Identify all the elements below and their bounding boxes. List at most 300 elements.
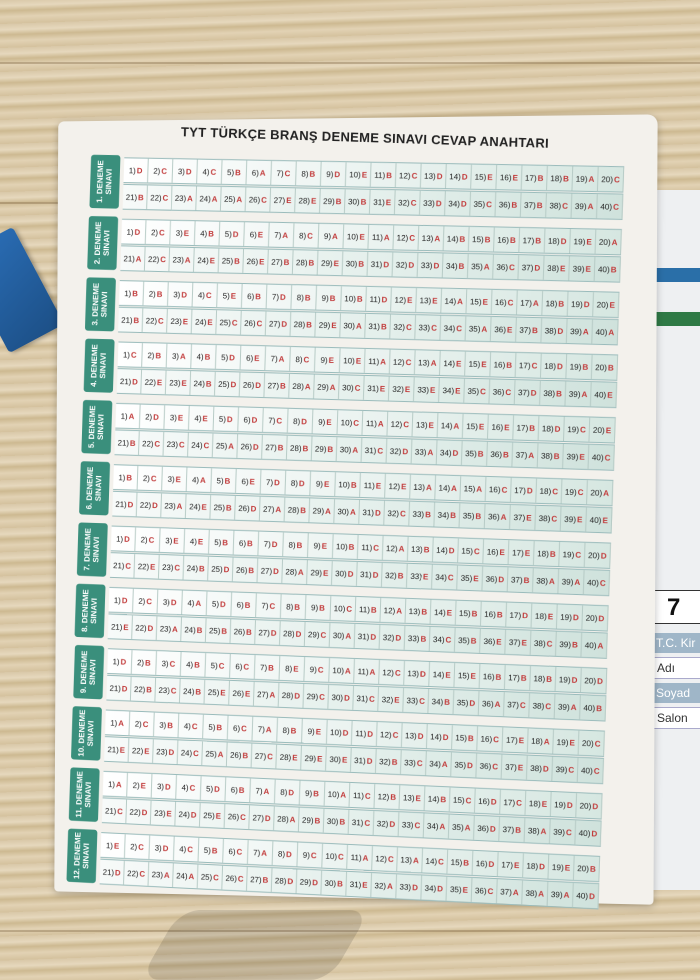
answer-cell xyxy=(538,416,564,441)
answer-cell xyxy=(535,506,561,531)
answer-cell xyxy=(556,632,582,657)
question-number: 38) xyxy=(532,700,545,711)
answer-cell xyxy=(237,434,263,459)
question-number: 21) xyxy=(123,253,136,264)
answer-cell xyxy=(394,225,420,250)
question-number: 19) xyxy=(575,174,588,184)
answer-letter: A xyxy=(265,724,272,734)
answer-cell xyxy=(515,353,541,378)
question-number: 10) xyxy=(344,293,357,304)
answer-cell xyxy=(476,753,502,778)
answer-letter: C xyxy=(138,842,145,852)
answer-cell xyxy=(170,221,195,245)
answer-letter: D xyxy=(171,597,178,607)
answer-cell xyxy=(125,834,150,859)
answer-cell xyxy=(110,553,135,578)
question-number: 23) xyxy=(154,808,166,818)
question-number: 36) xyxy=(481,698,494,709)
question-number: 2) xyxy=(151,227,159,237)
answer-letter: B xyxy=(497,609,504,620)
answer-cell xyxy=(322,844,348,869)
exam-tab xyxy=(83,339,114,393)
answer-letter: D xyxy=(226,414,233,424)
question-number: 21) xyxy=(115,499,127,509)
answer-letter: E xyxy=(514,860,520,870)
answer-cell xyxy=(302,719,328,744)
question-number: 13) xyxy=(404,730,417,741)
answer-cell xyxy=(342,286,368,311)
answer-letter: C xyxy=(577,487,584,497)
answer-letter: D xyxy=(598,613,605,623)
answer-letter: E xyxy=(487,172,493,182)
question-number: 12) xyxy=(390,419,403,429)
question-number: 34) xyxy=(426,821,439,831)
question-number: 2) xyxy=(142,473,151,483)
answer-cell xyxy=(396,874,422,899)
answer-letter: B xyxy=(337,878,344,889)
question-number: 39) xyxy=(550,889,563,900)
answer-cell xyxy=(355,624,381,649)
question-number: 15) xyxy=(470,296,483,307)
answer-letter: A xyxy=(583,326,590,337)
answer-cell xyxy=(229,681,254,706)
answer-cell xyxy=(466,316,492,341)
answer-cell xyxy=(468,254,494,279)
question-number: 29) xyxy=(321,258,333,268)
answer-letter: C xyxy=(491,761,499,771)
question-number: 39) xyxy=(568,389,581,399)
answer-letter: D xyxy=(566,800,573,810)
question-number: 2) xyxy=(138,596,146,606)
question-number: 14) xyxy=(425,856,438,866)
question-number: 23) xyxy=(151,869,164,880)
answer-cell xyxy=(447,877,473,902)
answer-cell xyxy=(264,373,290,398)
answer-cell xyxy=(383,536,409,561)
answer-cell xyxy=(269,223,295,247)
answer-cell xyxy=(551,792,577,817)
answer-letter: A xyxy=(324,506,332,516)
answer-letter: C xyxy=(240,812,247,822)
answer-letter: A xyxy=(187,193,194,203)
answer-cell xyxy=(501,754,527,779)
answer-cell xyxy=(182,617,207,642)
question-number: 21) xyxy=(125,192,138,202)
answer-letter: B xyxy=(532,325,539,335)
question-number: 9) xyxy=(326,169,334,179)
question-number: 35) xyxy=(456,697,469,708)
answer-cell xyxy=(573,883,599,908)
answer-cell xyxy=(403,688,429,713)
answer-letter: D xyxy=(147,623,154,633)
answer-letter: B xyxy=(381,321,388,331)
question-number: 32) xyxy=(391,384,404,394)
answer-letter: D xyxy=(488,859,495,869)
question-number: 18) xyxy=(547,236,561,246)
answer-letter: C xyxy=(447,572,455,582)
answer-cell xyxy=(230,654,256,679)
answer-letter: B xyxy=(242,750,249,760)
question-number: 6) xyxy=(245,353,253,363)
question-number: 6) xyxy=(249,229,258,239)
question-number: 13) xyxy=(413,482,426,492)
question-number: 16) xyxy=(497,235,510,245)
question-number: 33) xyxy=(418,322,431,333)
question-number: 9) xyxy=(307,726,315,736)
question-number: 8) xyxy=(290,478,299,488)
question-number: 13) xyxy=(415,419,428,430)
answer-cell xyxy=(334,499,360,524)
question-number: 37) xyxy=(510,574,523,585)
answer-cell xyxy=(363,376,389,401)
answer-letter: C xyxy=(565,827,573,837)
answer-letter: C xyxy=(150,473,157,483)
answer-cell xyxy=(372,846,398,871)
answer-letter: C xyxy=(594,738,601,749)
answer-letter: E xyxy=(462,885,469,895)
surname-field-label: Soyad xyxy=(652,683,700,703)
question-number: 10) xyxy=(334,603,346,614)
question-number: 3) xyxy=(175,228,184,238)
answer-letter: C xyxy=(516,797,523,808)
answer-letter: D xyxy=(374,507,381,518)
answer-letter: A xyxy=(481,324,488,334)
question-number: 37) xyxy=(519,325,532,335)
answer-letter: D xyxy=(300,416,307,426)
answer-cell xyxy=(147,185,172,209)
answer-letter: E xyxy=(393,695,400,705)
question-number: 17) xyxy=(501,859,514,870)
answer-cell xyxy=(282,559,308,584)
answer-letter: A xyxy=(580,389,588,399)
answer-cell xyxy=(279,656,305,681)
answer-letter: C xyxy=(117,806,124,816)
answer-letter: B xyxy=(248,565,255,575)
answer-letter: E xyxy=(323,479,330,489)
answer-cell xyxy=(593,319,619,344)
answer-letter: B xyxy=(558,298,565,309)
answer-letter: D xyxy=(228,352,235,362)
answer-cell xyxy=(128,738,153,763)
question-number: 34) xyxy=(435,572,448,582)
answer-letter: D xyxy=(383,259,390,269)
answer-cell xyxy=(131,650,156,675)
answer-letter: A xyxy=(236,194,243,204)
answer-cell xyxy=(570,229,596,254)
answer-cell xyxy=(114,430,139,455)
answer-cell xyxy=(455,628,481,653)
answer-cell xyxy=(123,185,148,209)
question-number: 14) xyxy=(434,607,447,617)
answer-letter: C xyxy=(161,166,168,176)
question-number: 11) xyxy=(371,232,384,242)
answer-cell xyxy=(419,226,445,251)
exam-tab xyxy=(73,645,104,700)
question-number: 1) xyxy=(116,534,124,544)
question-number: 7) xyxy=(270,353,278,364)
answer-cell xyxy=(222,866,247,891)
answer-letter: C xyxy=(213,872,220,882)
answer-cell xyxy=(343,251,369,276)
answer-letter: B xyxy=(154,350,161,360)
question-number: 5) xyxy=(223,290,231,301)
room-field-label: Salon xyxy=(652,707,700,729)
answer-cell xyxy=(139,431,164,456)
answer-cell xyxy=(346,872,372,897)
answer-letter: A xyxy=(278,354,285,364)
question-number: 26) xyxy=(227,811,240,822)
answer-cell xyxy=(193,283,218,307)
question-number: 34) xyxy=(428,758,441,769)
answer-letter: B xyxy=(329,293,337,303)
answer-letter: D xyxy=(152,500,158,510)
question-number: 17) xyxy=(516,422,529,433)
answer-cell xyxy=(140,404,165,429)
answer-letter: A xyxy=(332,231,339,241)
answer-letter: C xyxy=(266,751,273,761)
answer-letter: C xyxy=(411,170,418,181)
question-number: 2) xyxy=(136,657,144,667)
answer-cell xyxy=(187,467,212,492)
answer-cell xyxy=(106,676,131,701)
answer-letter: A xyxy=(430,358,437,368)
answer-cell xyxy=(411,439,437,464)
answer-letter: B xyxy=(477,448,484,459)
exam-label: 3. DENEME SINAVI xyxy=(91,282,110,326)
question-number: 30) xyxy=(343,320,356,331)
question-number: 15) xyxy=(459,608,472,618)
answer-letter: B xyxy=(309,169,316,179)
question-number: 6) xyxy=(232,723,241,733)
answer-cell xyxy=(151,801,176,826)
answer-cell xyxy=(567,319,593,344)
question-number: 28) xyxy=(274,875,287,886)
answer-cell xyxy=(550,819,576,844)
question-number: 23) xyxy=(162,562,174,572)
answer-cell xyxy=(531,631,557,656)
answer-cell xyxy=(563,444,589,469)
answer-letter: C xyxy=(160,254,167,264)
answer-cell xyxy=(478,691,504,716)
question-number: 7) xyxy=(253,847,261,858)
answer-cell xyxy=(474,816,500,841)
answer-letter: B xyxy=(221,626,228,636)
answer-letter: B xyxy=(335,196,342,206)
question-number: 27) xyxy=(254,751,267,761)
answer-letter: E xyxy=(602,515,609,525)
answer-cell xyxy=(228,716,253,741)
answer-letter: A xyxy=(259,168,266,178)
question-number: 21) xyxy=(107,744,119,755)
answer-cell xyxy=(417,288,443,313)
answer-cell xyxy=(325,782,351,807)
answer-letter: D xyxy=(596,676,603,686)
answer-letter: D xyxy=(134,227,141,237)
question-number: 35) xyxy=(450,884,462,895)
answer-cell xyxy=(266,311,292,336)
answer-letter: A xyxy=(500,512,507,522)
question-number: 20) xyxy=(581,738,594,748)
question-number: 8) xyxy=(301,168,309,179)
exam-tab xyxy=(75,584,106,638)
answer-cell xyxy=(523,853,549,878)
answer-cell xyxy=(370,190,396,215)
question-number: 16) xyxy=(488,484,501,494)
question-number: 27) xyxy=(264,442,277,452)
answer-letter: B xyxy=(235,167,242,177)
answer-letter: C xyxy=(487,886,494,896)
answer-cell xyxy=(520,228,546,253)
answer-letter: C xyxy=(376,445,384,456)
question-number: 1) xyxy=(128,165,136,175)
answer-letter: B xyxy=(420,633,427,644)
answer-cell xyxy=(359,500,385,525)
question-number: 38) xyxy=(542,388,555,398)
answer-letter: C xyxy=(162,193,169,203)
question-number: 14) xyxy=(438,482,451,493)
question-number: 9) xyxy=(315,479,324,489)
answer-letter: D xyxy=(136,165,143,175)
exam-label: 12. DENEME SINAVI xyxy=(72,831,92,880)
answer-cell xyxy=(350,783,376,808)
answer-cell xyxy=(521,193,547,218)
answer-cell xyxy=(489,379,515,404)
answer-cell xyxy=(393,252,419,277)
question-number: 26) xyxy=(242,380,255,390)
question-number: 4) xyxy=(181,782,189,792)
answer-letter: A xyxy=(512,887,520,897)
answer-letter: A xyxy=(398,543,405,554)
answer-letter: D xyxy=(287,876,294,886)
question-number: 9) xyxy=(313,540,322,551)
question-number: 40) xyxy=(580,765,593,776)
answer-letter: E xyxy=(526,512,532,523)
question-number: 31) xyxy=(373,197,386,207)
question-number: 13) xyxy=(419,295,432,305)
question-number: 9) xyxy=(309,664,317,674)
exam-tab xyxy=(87,216,118,270)
answer-letter: A xyxy=(369,667,376,677)
answer-cell xyxy=(584,570,610,595)
question-number: 1) xyxy=(109,718,118,728)
answer-cell xyxy=(135,527,160,552)
answer-cell xyxy=(522,165,548,190)
answer-letter: D xyxy=(251,415,258,425)
question-number: 37) xyxy=(506,699,519,710)
exam-block xyxy=(89,153,630,221)
answer-cell xyxy=(154,713,179,738)
answer-cell xyxy=(508,567,534,592)
answer-letter: E xyxy=(499,547,506,557)
answer-cell xyxy=(576,793,602,818)
answer-cell xyxy=(144,282,169,306)
answer-cell xyxy=(314,375,340,400)
answer-cell xyxy=(475,789,501,814)
answer-cell xyxy=(395,190,421,215)
answer-letter: B xyxy=(505,360,512,370)
answer-letter: B xyxy=(314,815,321,826)
answer-cell xyxy=(479,664,505,689)
answer-cell xyxy=(283,532,309,557)
answer-letter: A xyxy=(543,736,550,746)
answer-cell xyxy=(374,784,400,809)
question-number: 40) xyxy=(589,515,602,525)
answer-cell xyxy=(185,529,210,554)
question-number: 24) xyxy=(176,870,188,881)
answer-letter: D xyxy=(293,690,300,701)
answer-letter: E xyxy=(316,753,323,764)
answer-letter: C xyxy=(438,856,445,867)
question-number: 37) xyxy=(504,762,517,772)
question-number: 5) xyxy=(216,475,224,486)
answer-cell xyxy=(212,433,237,458)
answer-cell xyxy=(208,557,233,582)
answer-cell xyxy=(165,370,190,394)
answer-letter: D xyxy=(164,781,171,792)
answer-letter: E xyxy=(503,422,510,432)
answer-cell xyxy=(206,618,231,643)
question-number: 17) xyxy=(505,735,518,745)
answer-letter: D xyxy=(490,796,497,807)
answer-letter: A xyxy=(570,702,577,712)
answer-letter: C xyxy=(552,486,559,496)
answer-letter: C xyxy=(187,844,194,854)
answer-cell xyxy=(572,194,598,219)
question-number: 28) xyxy=(285,566,298,577)
question-number: 13) xyxy=(402,792,415,803)
answer-letter: B xyxy=(450,510,457,520)
question-number: 10) xyxy=(346,231,359,242)
answer-letter: B xyxy=(300,505,307,515)
answer-letter: E xyxy=(323,568,329,578)
answer-cell xyxy=(118,308,143,332)
question-number: 24) xyxy=(178,809,191,819)
question-number: 19) xyxy=(569,361,582,372)
question-number: 40) xyxy=(584,640,598,650)
question-number: 23) xyxy=(166,439,178,449)
answer-cell xyxy=(161,493,186,518)
answer-cell xyxy=(127,773,152,798)
question-number: 32) xyxy=(387,508,400,518)
answer-cell xyxy=(200,803,225,828)
question-number: 13) xyxy=(423,171,436,181)
question-number: 32) xyxy=(393,322,406,332)
answer-letter: C xyxy=(575,550,582,560)
answer-cell xyxy=(582,633,608,658)
answer-letter: D xyxy=(372,570,379,580)
answer-cell xyxy=(549,855,575,880)
question-number: 8) xyxy=(288,540,296,550)
answer-letter: E xyxy=(569,737,575,748)
answer-letter: C xyxy=(431,323,438,333)
answer-cell xyxy=(287,436,313,461)
answer-cell xyxy=(329,658,355,683)
answer-letter: E xyxy=(524,548,531,558)
answer-letter: B xyxy=(194,686,201,697)
answer-letter: B xyxy=(216,722,223,732)
answer-cell xyxy=(189,406,214,431)
answer-letter: C xyxy=(169,659,175,669)
question-number: 16) xyxy=(482,671,495,682)
answer-cell xyxy=(306,595,332,620)
answer-letter: B xyxy=(386,170,393,180)
answer-letter: C xyxy=(579,424,586,435)
answer-cell xyxy=(199,838,224,863)
answer-cell xyxy=(408,537,434,562)
answer-letter: D xyxy=(281,319,288,329)
answer-cell xyxy=(382,563,408,588)
question-number: 36) xyxy=(492,386,505,397)
